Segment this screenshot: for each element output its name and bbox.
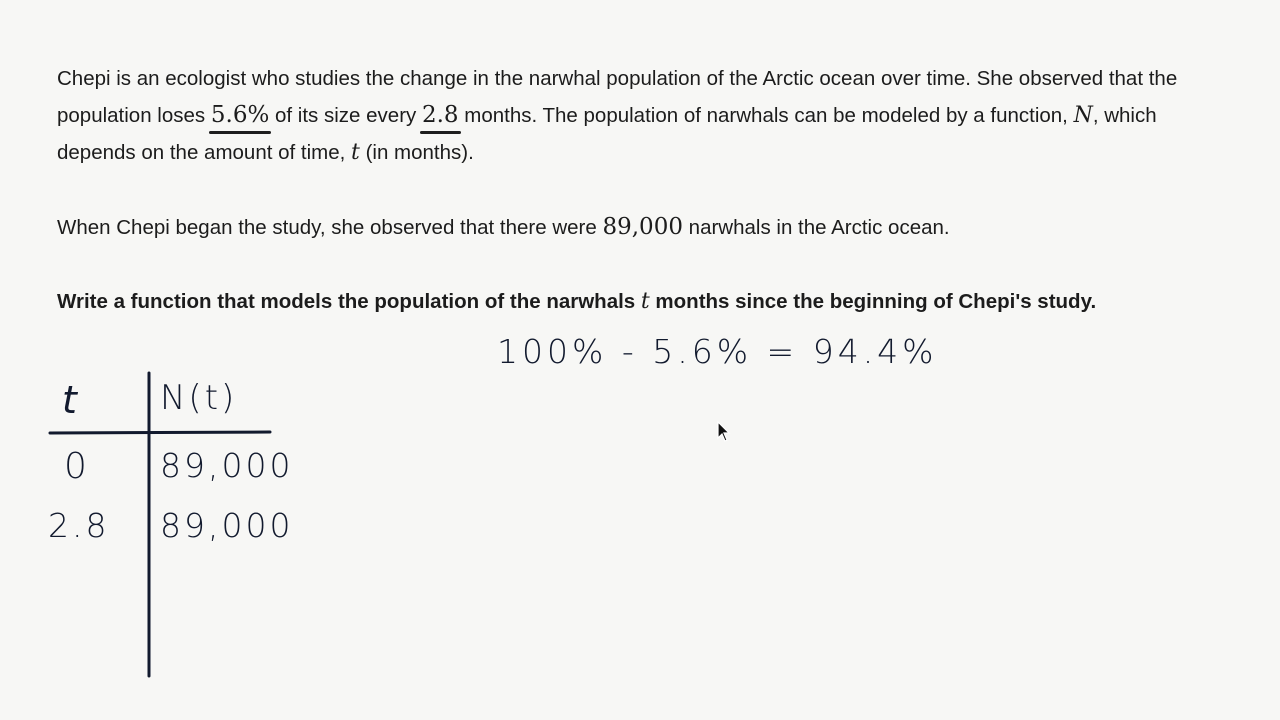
time-variable-symbol: t — [351, 140, 360, 165]
p1-text-c: months. The population of narwhals can be modeled by a function, — [458, 104, 1074, 127]
initial-population-value: 89,000 — [602, 214, 683, 240]
table-row-2-n: 89,000 — [160, 506, 294, 545]
handwritten-percent-equation: 100% - 5.6% = 94.4% — [497, 332, 938, 371]
p3-text-b: months since the beginning of Chepi's study. — [649, 290, 1097, 313]
question-variable-symbol: t — [640, 289, 650, 314]
mouse-cursor-icon — [716, 420, 732, 444]
p1-text-b: of its size every — [269, 104, 422, 127]
p1-text-d: , which depends on the amount of time, — [57, 104, 1157, 164]
table-header-n: N(t) — [160, 378, 238, 418]
p3-text-a: Write a function that models the population of the narwhals — [57, 290, 641, 313]
p1-text-e: (in months). — [359, 141, 474, 164]
loss-period-value: 2.8 — [422, 97, 459, 134]
p2-text-a: When Chepi began the study, she observed that there were — [57, 216, 603, 239]
p1-text-a: Chepi is an ecologist who studies the change in the narwhal population of the Arctic ocean over time. She observed that the population loses — [57, 67, 1178, 127]
table-row-2-t: 2.8 — [48, 506, 110, 545]
p2-text-b: narwhals in the Arctic ocean. — [682, 216, 950, 239]
table-row-1-t: 0 — [64, 446, 90, 487]
table-horizontal-line — [50, 432, 270, 433]
function-name-symbol: N — [1073, 103, 1093, 128]
table-header-t: t — [62, 378, 80, 422]
loss-rate-value: 5.6% — [211, 97, 269, 134]
table-row-1-n: 89,000 — [160, 446, 294, 485]
